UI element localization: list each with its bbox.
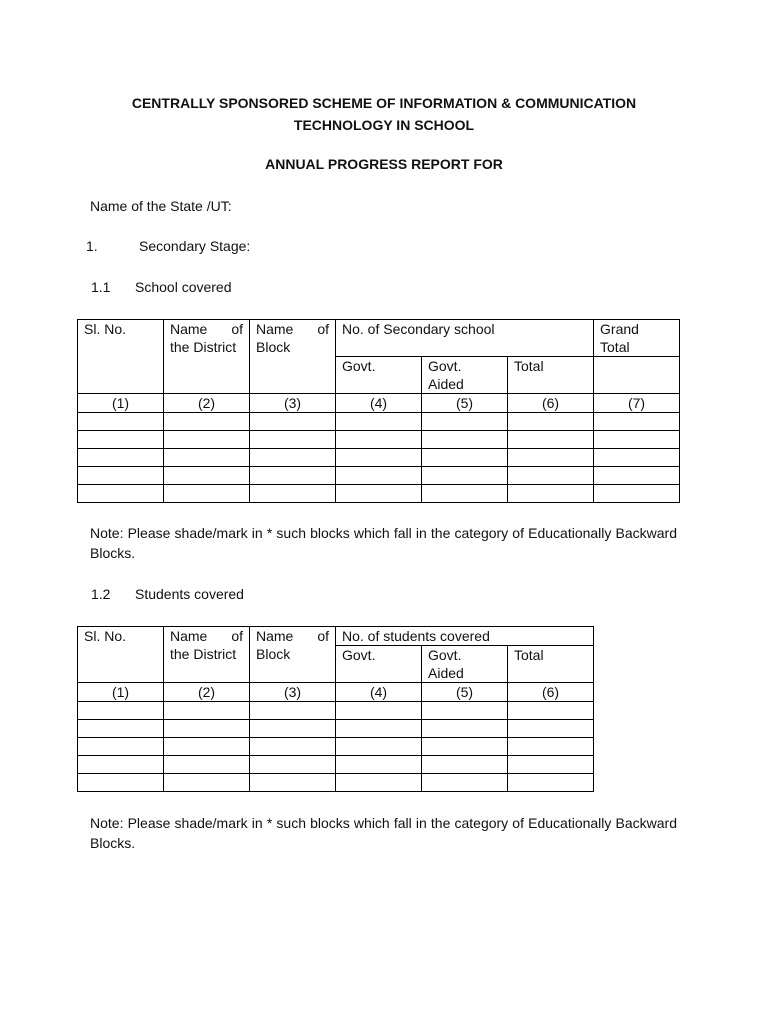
header-total: Total (508, 357, 594, 394)
table-cell[interactable] (250, 485, 336, 503)
table-cell[interactable] (164, 702, 250, 720)
schools-covered-table (77, 319, 680, 503)
table-cell[interactable] (250, 431, 336, 449)
table-cell[interactable] (250, 774, 336, 792)
document-title (0, 92, 768, 136)
header-govt: Govt. (336, 646, 422, 683)
table-header-row (78, 627, 594, 646)
table-cell[interactable] (250, 720, 336, 738)
table-cell[interactable] (594, 413, 680, 431)
table-cell[interactable] (164, 720, 250, 738)
header-govt-aided: Govt. Aided (422, 646, 508, 683)
table-row (78, 720, 594, 738)
column-number: (7) (594, 394, 680, 413)
table-row (78, 431, 680, 449)
column-number: (5) (422, 394, 508, 413)
table-cell[interactable] (594, 449, 680, 467)
table-cell[interactable] (250, 413, 336, 431)
column-number: (1) (78, 683, 164, 702)
section-1-1-label: School covered (135, 279, 232, 295)
table-cell[interactable] (164, 467, 250, 485)
table-cell[interactable] (422, 702, 508, 720)
table-cell[interactable] (78, 467, 164, 485)
table-cell[interactable] (78, 702, 164, 720)
table-cell[interactable] (78, 485, 164, 503)
column-number: (6) (508, 683, 594, 702)
table-cell[interactable] (250, 467, 336, 485)
note-schools: Note: Please shade/mark in * such blocks which fall in the category of Educationally Backward Blocks. (90, 525, 677, 561)
table-cell[interactable] (78, 449, 164, 467)
table-cell[interactable] (336, 467, 422, 485)
column-number: (4) (336, 394, 422, 413)
table-cell[interactable] (336, 485, 422, 503)
table-cell[interactable] (164, 431, 250, 449)
table-header-row (78, 320, 680, 357)
column-number: (4) (336, 683, 422, 702)
table-cell[interactable] (422, 449, 508, 467)
header-block: Name of Block (250, 320, 336, 394)
table-cell[interactable] (164, 413, 250, 431)
column-number: (2) (164, 683, 250, 702)
header-sl-no: Sl. No. (78, 320, 164, 394)
header-govt-aided: Govt. Aided (422, 357, 508, 394)
table-cell[interactable] (508, 738, 594, 756)
table-row (78, 413, 680, 431)
title-line-2: TECHNOLOGY IN SCHOOL (293, 117, 475, 133)
header-grand-total: Grand Total (594, 320, 680, 357)
table-cell[interactable] (250, 756, 336, 774)
table-cell[interactable] (508, 702, 594, 720)
table-cell[interactable] (422, 720, 508, 738)
report-subtitle: ANNUAL PROGRESS REPORT FOR (265, 156, 503, 172)
header-govt: Govt. (336, 357, 422, 394)
table-cell[interactable] (336, 702, 422, 720)
section-1-1-number: 1.1 (91, 279, 111, 295)
column-number: (6) (508, 394, 594, 413)
table-cell[interactable] (422, 467, 508, 485)
table-row (78, 756, 594, 774)
table-cell[interactable] (164, 774, 250, 792)
table-cell[interactable] (78, 774, 164, 792)
table-cell[interactable] (250, 738, 336, 756)
table-row (78, 467, 680, 485)
column-number-row (78, 683, 594, 702)
table-cell[interactable] (336, 413, 422, 431)
table-cell[interactable] (250, 449, 336, 467)
table-cell[interactable] (422, 485, 508, 503)
note-students: Note: Please shade/mark in * such blocks which fall in the category of Educationally Backward Blocks. (90, 815, 677, 851)
header-total: Total (508, 646, 594, 683)
column-number: (2) (164, 394, 250, 413)
table-cell[interactable] (78, 413, 164, 431)
header-secondary-school-group: No. of Secondary school (336, 320, 594, 357)
section-1-label: Secondary Stage: (139, 238, 251, 254)
section-1-number: 1. (86, 238, 98, 254)
table-cell[interactable] (422, 431, 508, 449)
column-number: (5) (422, 683, 508, 702)
table-cell[interactable] (508, 467, 594, 485)
table-row (78, 449, 680, 467)
table-cell[interactable] (336, 720, 422, 738)
section-1-2-number: 1.2 (91, 586, 111, 602)
students-covered-table (77, 626, 594, 792)
table-cell[interactable] (78, 756, 164, 774)
column-number: (1) (78, 394, 164, 413)
table-row (78, 738, 594, 756)
table-cell[interactable] (78, 431, 164, 449)
section-1-2-label: Students covered (135, 586, 244, 602)
table-row (78, 702, 594, 720)
table-cell[interactable] (422, 413, 508, 431)
header-students-group: No. of students covered (336, 627, 594, 646)
table-cell[interactable] (336, 774, 422, 792)
state-label: Name of the State /UT: (90, 198, 232, 214)
table-cell[interactable] (336, 431, 422, 449)
table-cell[interactable] (508, 431, 594, 449)
table-cell[interactable] (508, 774, 594, 792)
table-cell[interactable] (336, 756, 422, 774)
table-cell[interactable] (508, 485, 594, 503)
column-number-row (78, 394, 680, 413)
table-cell[interactable] (508, 720, 594, 738)
title-line-1: CENTRALLY SPONSORED SCHEME OF INFORMATION & COMMUNICATION (131, 95, 637, 111)
table-cell[interactable] (78, 720, 164, 738)
table-cell[interactable] (422, 738, 508, 756)
header-sl-no: Sl. No. (78, 627, 164, 683)
table-cell[interactable] (336, 449, 422, 467)
table-cell[interactable] (164, 756, 250, 774)
table-cell[interactable] (336, 738, 422, 756)
table-cell[interactable] (594, 431, 680, 449)
table-cell[interactable] (164, 485, 250, 503)
header-block: Name of Block (250, 627, 336, 683)
table-cell[interactable] (164, 449, 250, 467)
header-district: Name of the District (164, 320, 250, 394)
table-cell[interactable] (508, 756, 594, 774)
table-row (78, 485, 680, 503)
header-grand-total-empty (594, 357, 680, 394)
table-row (78, 774, 594, 792)
header-district: Name of the District (164, 627, 250, 683)
table-cell[interactable] (164, 738, 250, 756)
column-number: (3) (250, 394, 336, 413)
table-cell[interactable] (508, 449, 594, 467)
column-number: (3) (250, 683, 336, 702)
table-cell[interactable] (78, 738, 164, 756)
table-cell[interactable] (422, 756, 508, 774)
table-cell[interactable] (594, 485, 680, 503)
table-cell[interactable] (422, 774, 508, 792)
table-cell[interactable] (508, 413, 594, 431)
table-cell[interactable] (250, 702, 336, 720)
table-cell[interactable] (594, 467, 680, 485)
